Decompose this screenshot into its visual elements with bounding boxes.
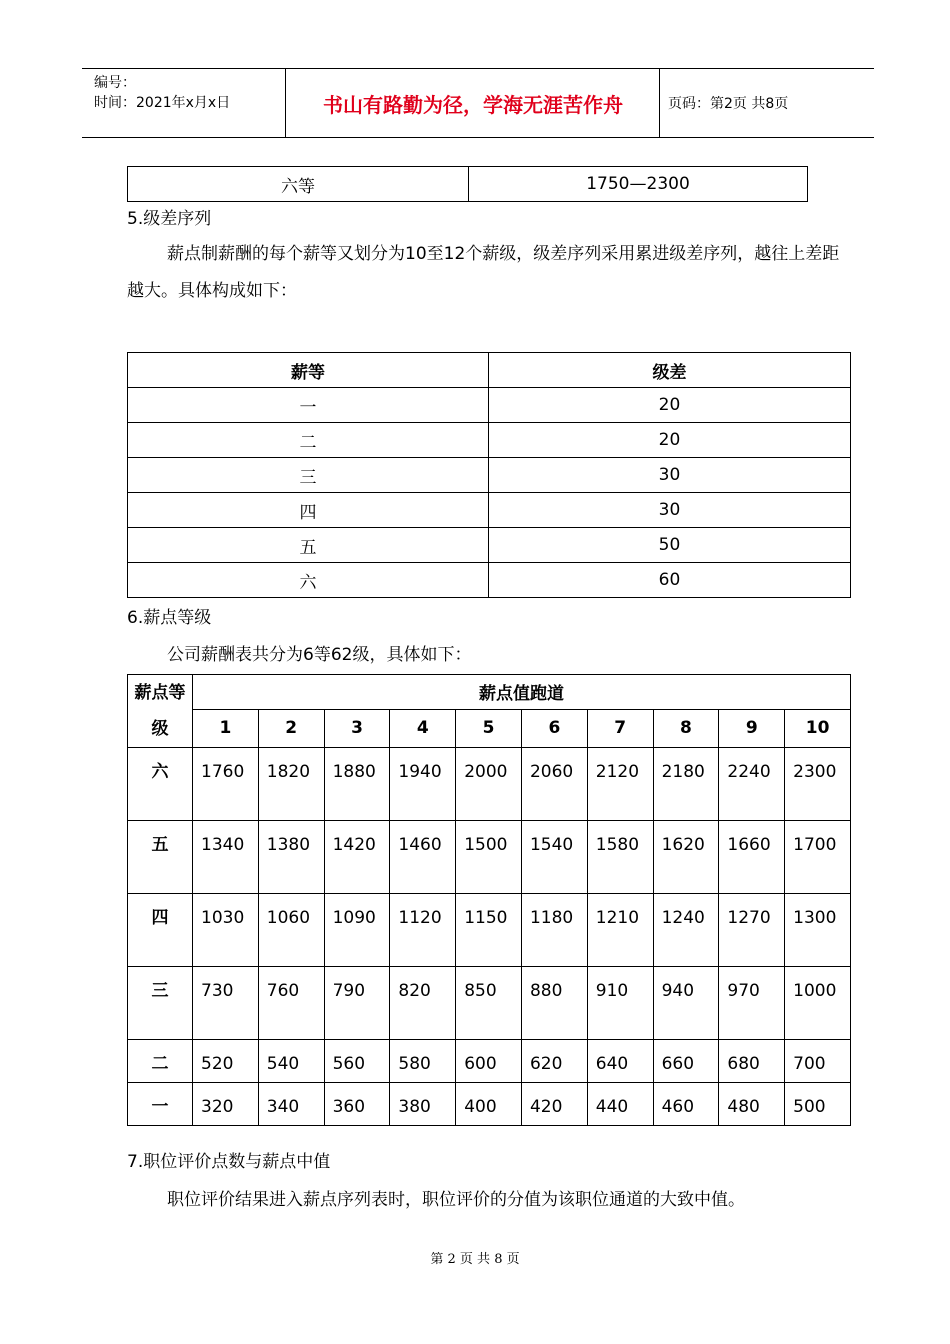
value-cell: 760 [258, 967, 324, 1040]
column-number: 2 [258, 709, 324, 747]
range-cell: 1750—2300 [469, 167, 808, 202]
value-cell: 910 [587, 967, 653, 1040]
salary-points-table [127, 674, 851, 1126]
difference-cell: 20 [489, 423, 851, 458]
number-label: 编号： [94, 75, 136, 91]
grade-cell: 二 [128, 1040, 193, 1083]
table-row [128, 748, 851, 821]
value-cell: 1620 [653, 821, 719, 894]
column-number: 1 [193, 709, 259, 747]
value-cell: 820 [390, 967, 456, 1040]
value-cell: 580 [390, 1040, 456, 1083]
section-7-paragraph: 职位评价结果进入薪点序列表时，职位评价的分值为该职位通道的大致中值。 [167, 1190, 745, 1210]
column-header: 级差 [489, 353, 851, 388]
value-cell: 500 [785, 1083, 851, 1126]
value-cell: 1000 [785, 967, 851, 1040]
grade-cell: 三 [128, 458, 489, 493]
difference-cell: 20 [489, 388, 851, 423]
value-cell: 380 [390, 1083, 456, 1126]
value-cell: 680 [719, 1040, 785, 1083]
value-cell: 2300 [785, 748, 851, 821]
value-cell: 1580 [587, 821, 653, 894]
value-cell: 560 [324, 1040, 390, 1083]
column-number: 5 [456, 709, 522, 747]
value-cell: 1460 [390, 821, 456, 894]
value-cell: 660 [653, 1040, 719, 1083]
value-cell: 1700 [785, 821, 851, 894]
column-number: 7 [587, 709, 653, 747]
column-number: 8 [653, 709, 719, 747]
value-cell: 1060 [258, 894, 324, 967]
value-cell: 1500 [456, 821, 522, 894]
table-header-row [128, 353, 851, 388]
grade-header: 薪点等级 [128, 675, 193, 748]
value-cell: 460 [653, 1083, 719, 1126]
table-row [128, 1040, 851, 1083]
table-row [128, 821, 851, 894]
grade-cell: 一 [128, 388, 489, 423]
value-cell: 700 [785, 1040, 851, 1083]
value-cell: 1240 [653, 894, 719, 967]
grade-cell: 四 [128, 894, 193, 967]
value-cell: 620 [521, 1040, 587, 1083]
section-7-title: 7.职位评价点数与薪点中值 [127, 1152, 331, 1172]
grade-cell: 一 [128, 1083, 193, 1126]
value-cell: 1940 [390, 748, 456, 821]
column-number: 9 [719, 709, 785, 747]
value-cell: 520 [193, 1040, 259, 1083]
time-label: 时间：2021年x月x日 [94, 95, 231, 111]
value-cell: 540 [258, 1040, 324, 1083]
value-cell: 1210 [587, 894, 653, 967]
value-cell: 1030 [193, 894, 259, 967]
value-cell: 340 [258, 1083, 324, 1126]
table-row [128, 493, 851, 528]
value-cell: 420 [521, 1083, 587, 1126]
value-cell: 730 [193, 967, 259, 1040]
value-cell: 1880 [324, 748, 390, 821]
difference-cell: 30 [489, 493, 851, 528]
value-cell: 880 [521, 967, 587, 1040]
value-cell: 1540 [521, 821, 587, 894]
difference-cell: 50 [489, 528, 851, 563]
value-cell: 440 [587, 1083, 653, 1126]
table-header-row [128, 675, 851, 710]
value-cell: 2060 [521, 748, 587, 821]
value-cell: 360 [324, 1083, 390, 1126]
value-cell: 1820 [258, 748, 324, 821]
grade-cell: 六等 [128, 167, 469, 202]
table-row [128, 528, 851, 563]
grade-cell: 二 [128, 423, 489, 458]
value-cell: 1150 [456, 894, 522, 967]
header-divider [659, 69, 660, 137]
value-cell: 1660 [719, 821, 785, 894]
track-header: 薪点值跑道 [193, 675, 851, 710]
table-row [128, 967, 851, 1040]
value-cell: 1300 [785, 894, 851, 967]
value-cell: 1270 [719, 894, 785, 967]
column-number-row [128, 709, 851, 747]
value-cell: 940 [653, 967, 719, 1040]
section-6-title: 6.薪点等级 [127, 608, 212, 628]
grade-cell: 五 [128, 528, 489, 563]
value-cell: 1340 [193, 821, 259, 894]
page-footer: 第 2 页 共 8 页 [430, 1252, 520, 1267]
header-page-info: 页码：第2页 共8页 [668, 96, 789, 112]
column-number: 3 [324, 709, 390, 747]
section-6-paragraph: 公司薪酬表共分为6等62级，具体如下： [167, 645, 472, 665]
difference-cell: 30 [489, 458, 851, 493]
table-row [128, 1083, 851, 1126]
value-cell: 790 [324, 967, 390, 1040]
value-cell: 1420 [324, 821, 390, 894]
value-cell: 320 [193, 1083, 259, 1126]
value-cell: 600 [456, 1040, 522, 1083]
value-cell: 2180 [653, 748, 719, 821]
value-cell: 2240 [719, 748, 785, 821]
value-cell: 2000 [456, 748, 522, 821]
column-number: 4 [390, 709, 456, 747]
value-cell: 480 [719, 1083, 785, 1126]
grade-cell: 四 [128, 493, 489, 528]
grade-cell: 六 [128, 748, 193, 821]
value-cell: 1120 [390, 894, 456, 967]
grade-difference-table [127, 352, 851, 598]
table-row [128, 563, 851, 598]
value-cell: 1380 [258, 821, 324, 894]
value-cell: 1180 [521, 894, 587, 967]
grade-range-table [127, 166, 808, 202]
table-row [128, 423, 851, 458]
grade-cell: 三 [128, 967, 193, 1040]
grade-cell: 五 [128, 821, 193, 894]
value-cell: 2120 [587, 748, 653, 821]
table-row [128, 894, 851, 967]
header-motto: 书山有路勤为径，学海无涯苦作舟 [323, 92, 623, 117]
section-5-paragraph: 薪点制薪酬的每个薪等又划分为10至12个薪级，级差序列采用累进级差序列，越往上差距越大。具体构成如下： [127, 244, 840, 301]
grade-cell: 六 [128, 563, 489, 598]
value-cell: 970 [719, 967, 785, 1040]
header-meta [94, 73, 230, 113]
column-number: 10 [785, 709, 851, 747]
value-cell: 640 [587, 1040, 653, 1083]
column-number: 6 [521, 709, 587, 747]
table-row [128, 167, 808, 202]
value-cell: 1760 [193, 748, 259, 821]
value-cell: 1090 [324, 894, 390, 967]
column-header: 薪等 [128, 353, 489, 388]
table-row [128, 388, 851, 423]
value-cell: 400 [456, 1083, 522, 1126]
value-cell: 850 [456, 967, 522, 1040]
page-header [82, 68, 874, 138]
difference-cell: 60 [489, 563, 851, 598]
table-row [128, 458, 851, 493]
section-5-title: 5.级差序列 [127, 209, 212, 229]
